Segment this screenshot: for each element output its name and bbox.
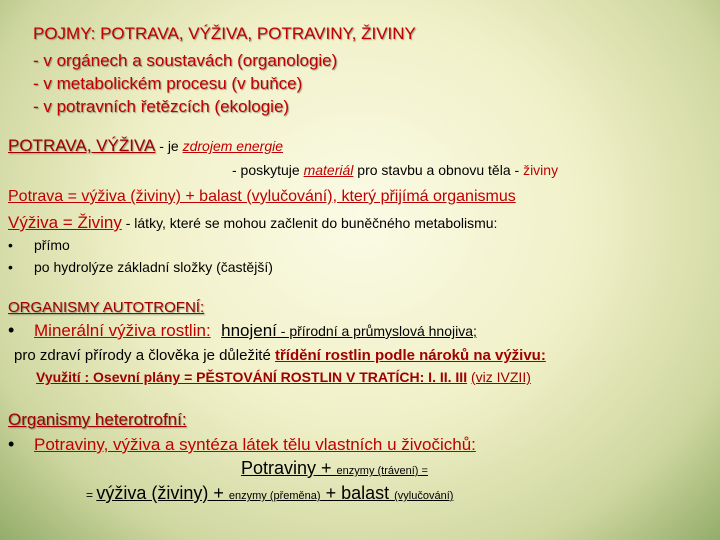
heterotrof-line-3 bbox=[86, 483, 453, 504]
heterotrof-equation-small: (vylučování) bbox=[394, 490, 454, 502]
heterotrof-equation: výživa (živiny) + bbox=[96, 483, 229, 503]
definition-text: pro stavbu a obnovu těla - bbox=[353, 162, 524, 178]
list-item bbox=[8, 259, 273, 275]
vyziva-term: Výživa = Živiny bbox=[8, 213, 122, 232]
header-item: - v orgánech a soustavách (organologie) bbox=[33, 51, 338, 70]
header-item: - v metabolickém procesu (v buňce) bbox=[33, 74, 303, 93]
vyziva-text: - látky, které se mohou začlenit do buněčného metabolismu: bbox=[121, 215, 498, 231]
heterotrof-line-2 bbox=[241, 458, 428, 479]
potrava-definition: Potrava = výživa (živiny) + balast (vylučování), který přijímá organismus bbox=[8, 188, 516, 205]
heterotrof-equation-small: enzymy (přeměna) bbox=[228, 490, 321, 502]
vyziva-definition bbox=[8, 213, 497, 233]
list-item bbox=[8, 237, 70, 253]
list-item-text: přímo bbox=[34, 237, 70, 253]
definition-emphasis: živiny bbox=[523, 162, 559, 178]
autotrof-heading: ORGANISMY AUTOTROFNÍ: bbox=[8, 299, 205, 316]
autotrof-bullet bbox=[8, 320, 477, 341]
heterotrof-bullet-text: Potraviny, výživa a syntéza látek tělu vlastních u živočichů: bbox=[34, 435, 476, 454]
autotrof-line-2 bbox=[14, 347, 546, 364]
bullet-icon: • bbox=[8, 259, 13, 275]
autotrof-line-3 bbox=[36, 369, 531, 385]
autotrof-bullet-rest: - přírodní a průmyslová hnojiva; bbox=[276, 323, 477, 339]
autotrof-bullet-main: Minerální výživa rostlin: bbox=[34, 321, 211, 340]
autotrof-hnojeni: hnojení bbox=[221, 321, 277, 340]
autotrof-text: pro zdraví přírody a člověka je důležité bbox=[14, 347, 275, 364]
bullet-icon: • bbox=[8, 434, 15, 454]
definition-line-1 bbox=[8, 136, 283, 156]
header-title: POJMY: POTRAVA, VÝŽIVA, POTRAVINY, ŽIVINY bbox=[33, 24, 416, 43]
heterotrof-equals: = bbox=[86, 488, 97, 502]
heterotrof-equation: + balast bbox=[320, 483, 395, 503]
heterotrof-bullet bbox=[8, 434, 476, 455]
definition-term: POTRAVA, VÝŽIVA bbox=[8, 136, 156, 155]
autotrof-usage: Využití : Osevní plány = PĚSTOVÁNÍ ROSTLIN V TRATÍCH: I. II. III bbox=[36, 369, 468, 385]
header-item: - v potravních řetězcích (ekologie) bbox=[33, 97, 290, 116]
heterotrof-equation-small: enzymy (trávení) = bbox=[336, 465, 428, 477]
definition-text: - je bbox=[155, 138, 183, 154]
heterotrof-equation: Potraviny + bbox=[241, 458, 337, 478]
bullet-icon: • bbox=[8, 237, 13, 253]
definition-text: - poskytuje bbox=[232, 162, 304, 178]
definition-emphasis: materiál bbox=[303, 162, 354, 178]
list-item-text: po hydrolýze základní složky (častější) bbox=[34, 259, 273, 275]
autotrof-reference: (viz IVZII) bbox=[470, 369, 531, 385]
definition-emphasis: zdrojem energie bbox=[182, 138, 283, 154]
bullet-icon: • bbox=[8, 320, 15, 340]
definition-line-2 bbox=[232, 162, 558, 178]
heterotrof-heading: Organismy heterotrofní: bbox=[8, 410, 187, 429]
autotrof-emphasis: třídění rostlin podle nároků na výživu: bbox=[274, 347, 546, 364]
